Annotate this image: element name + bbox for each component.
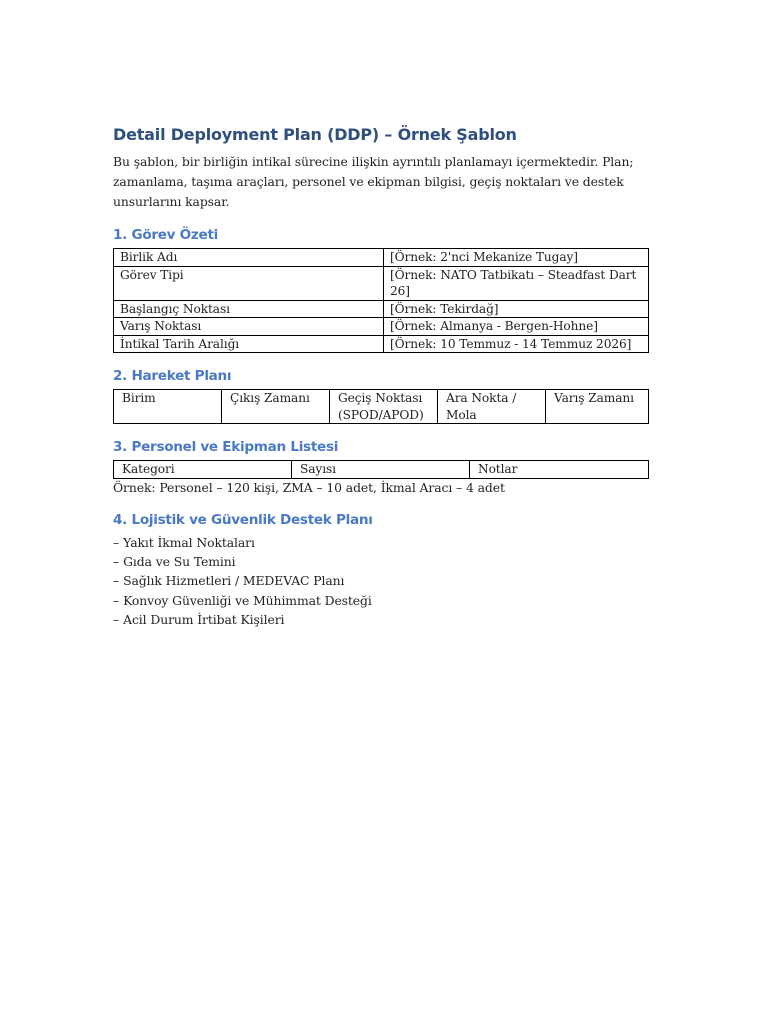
list-dash: – xyxy=(113,534,120,550)
section-1-heading: 1. Görev Özeti xyxy=(113,227,219,243)
row-label: Varış Noktası xyxy=(114,318,384,336)
table-header-row xyxy=(114,461,649,479)
list-dash: – xyxy=(113,592,120,608)
list-dash: – xyxy=(113,573,120,589)
example-note: Örnek: Personel – 120 kişi, ZMA – 10 adet, İkmal Aracı – 4 adet xyxy=(113,479,505,495)
document-title: Detail Deployment Plan (DDP) – Örnek Şablon xyxy=(113,125,517,144)
list-item xyxy=(113,571,649,590)
row-value: [Örnek: 10 Temmuz - 14 Temmuz 2026] xyxy=(384,335,649,353)
column-header: Sayısı xyxy=(292,461,470,479)
table-row xyxy=(114,335,649,353)
column-header: Notlar xyxy=(470,461,649,479)
list-item-text: Konvoy Güvenliği ve Mühimmat Desteği xyxy=(123,592,372,608)
column-header: Kategori xyxy=(114,461,292,479)
column-header: Çıkış Zamanı xyxy=(222,390,330,424)
list-item-text: Sağlık Hizmetleri / MEDEVAC Planı xyxy=(123,573,345,589)
list-item-text: Yakıt İkmal Noktaları xyxy=(123,534,255,550)
row-value: [Örnek: Tekirdağ] xyxy=(384,300,649,318)
personnel-equipment-table xyxy=(113,460,649,479)
section-4-heading: 4. Lojistik ve Güvenlik Destek Planı xyxy=(113,511,373,528)
column-header: Birim xyxy=(114,390,222,424)
table-row xyxy=(114,318,649,336)
row-value: [Örnek: Almanya - Bergen-Hohne] xyxy=(384,318,649,336)
list-dash: – xyxy=(113,553,120,569)
list-item xyxy=(113,533,649,552)
table-row xyxy=(114,266,649,300)
section-3-heading: 3. Personel ve Ekipman Listesi xyxy=(113,439,339,455)
row-label: Görev Tipi xyxy=(114,266,384,300)
list-item xyxy=(113,591,649,610)
row-value: [Örnek: NATO Tatbikatı – Steadfast Dart 26] xyxy=(384,266,649,300)
column-header: Varış Zamanı xyxy=(546,390,649,424)
table-header-row xyxy=(114,390,649,424)
section-2-heading: 2. Hareket Planı xyxy=(113,368,232,384)
row-label: Başlangıç Noktası xyxy=(114,300,384,318)
row-label: İntikal Tarih Aralığı xyxy=(114,335,384,353)
mission-summary-table xyxy=(113,248,649,353)
intro-paragraph: Bu şablon, bir birliğin intikal sürecine ilişkin ayrıntılı planlamayı içermektedir. Plan; zamanlama, taşıma araçları, personel ve ekipman bilgisi, geçiş noktaları ve destek unsurlarını kapsar. xyxy=(113,154,634,209)
table-row xyxy=(114,300,649,318)
table-row xyxy=(114,249,649,267)
support-plan-list xyxy=(113,533,649,630)
list-dash: – xyxy=(113,612,120,628)
list-item xyxy=(113,610,649,629)
row-label: Birlik Adı xyxy=(114,249,384,267)
movement-plan-table xyxy=(113,389,649,424)
list-item xyxy=(113,552,649,571)
column-header: Ara Nokta / Mola xyxy=(438,390,546,424)
list-item-text: Acil Durum İrtibat Kişileri xyxy=(123,612,285,628)
list-item-text: Gıda ve Su Temini xyxy=(123,553,236,569)
column-header: Geçiş Noktası (SPOD/APOD) xyxy=(330,390,438,424)
document-page xyxy=(113,124,649,630)
row-value: [Örnek: 2'nci Mekanize Tugay] xyxy=(384,249,649,267)
